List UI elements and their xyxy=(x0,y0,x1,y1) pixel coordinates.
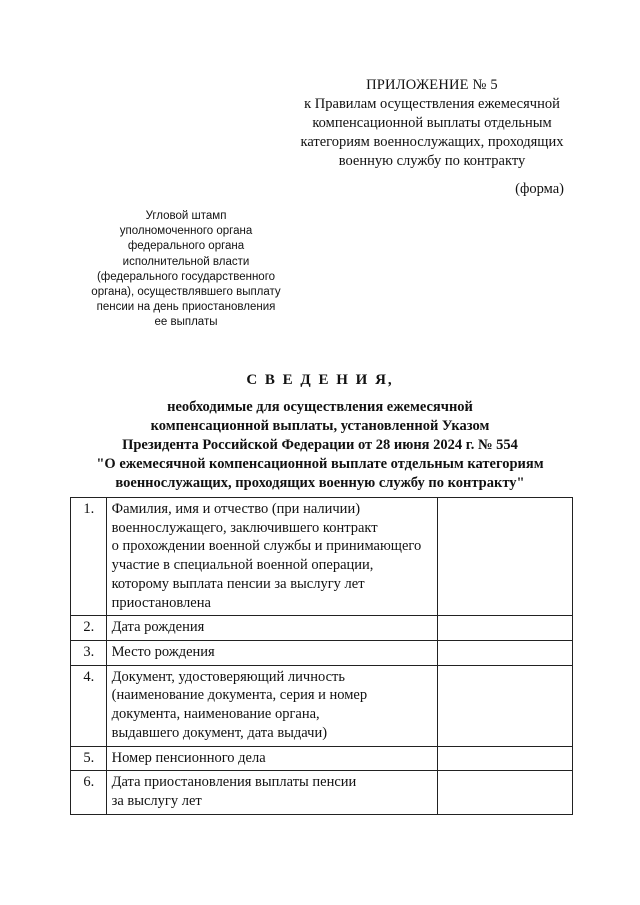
description-line: военнослужащего, заключившего контракт xyxy=(111,519,378,536)
table-row xyxy=(71,771,573,814)
stamp-line: исполнительной власти xyxy=(122,255,250,268)
value-cell-birth-place[interactable] xyxy=(438,640,573,665)
description-line: которому выплата пенсии за выслугу лет xyxy=(111,575,365,592)
subheading-line: Президента Российской Федерации от 28 июня 2024 г. № 554 xyxy=(122,437,518,453)
annex-title: ПРИЛОЖЕНИЕ № 5 xyxy=(366,77,498,93)
document-heading: С В Е Д Е Н И Я, xyxy=(246,372,394,388)
row-number: 1. xyxy=(71,498,107,616)
stamp-line: органа), осуществлявшего выплату xyxy=(91,286,281,299)
table-row xyxy=(71,665,573,746)
row-description xyxy=(106,665,438,746)
description-line: Дата приостановления выплаты пенсии xyxy=(111,774,357,791)
annex-line: военную службу по контракту xyxy=(338,153,526,169)
row-description xyxy=(106,746,438,771)
form-label: (форма) xyxy=(515,181,564,197)
annex-line: к Правилам осуществления ежемесячной xyxy=(304,96,560,112)
description-line: документа, наименование органа, xyxy=(111,706,320,723)
description-line: Фамилия, имя и отчество (при наличии) xyxy=(111,501,361,517)
row-number: 2. xyxy=(71,616,107,641)
description-line: о прохождении военной службы и принимающего xyxy=(111,538,422,555)
corner-stamp-note xyxy=(80,209,292,331)
description-line: приостановлена xyxy=(111,594,211,611)
data-form-table xyxy=(70,497,573,815)
row-description xyxy=(106,498,438,616)
description-line: Номер пенсионного дела xyxy=(111,749,266,766)
document-subheading xyxy=(70,398,570,493)
value-cell-suspension-date[interactable] xyxy=(438,771,573,814)
description-line: выдавшего документ, дата выдачи) xyxy=(111,724,328,741)
stamp-line: уполномоченного органа xyxy=(119,225,253,238)
row-number: 3. xyxy=(71,640,107,665)
row-number: 6. xyxy=(71,771,107,814)
subheading-line: необходимые для осуществления ежемесячной xyxy=(167,399,473,415)
annex-line: компенсационной выплаты отдельным xyxy=(312,115,552,131)
table-row xyxy=(71,746,573,771)
annex-line: категориям военнослужащих, проходящих xyxy=(300,134,564,150)
stamp-line: (федерального государственного xyxy=(96,270,276,283)
value-cell-full-name[interactable] xyxy=(438,498,573,616)
row-description xyxy=(106,771,438,814)
row-number: 5. xyxy=(71,746,107,771)
stamp-line: Угловой штамп xyxy=(145,210,227,222)
table-row xyxy=(71,640,573,665)
description-line: Документ, удостоверяющий личность xyxy=(111,668,345,685)
row-description xyxy=(106,616,438,641)
stamp-line: федерального органа xyxy=(127,240,245,253)
value-cell-birth-date[interactable] xyxy=(438,616,573,641)
row-number: 4. xyxy=(71,665,107,746)
annex-block xyxy=(282,76,582,171)
subheading-line: компенсационной выплаты, установленной Указом xyxy=(150,418,490,434)
row-description xyxy=(106,640,438,665)
subheading-line: военнослужащих, проходящих военную службу по контракту" xyxy=(115,475,525,491)
description-line: Место рождения xyxy=(111,643,215,660)
description-line: участие в специальной военной операции, xyxy=(111,557,374,574)
description-line: Дата рождения xyxy=(111,619,205,636)
value-cell-pension-file-number[interactable] xyxy=(438,746,573,771)
subheading-line: "О ежемесячной компенсационной выплате отдельным категориям xyxy=(96,456,544,472)
stamp-line: пенсии на день приостановления xyxy=(96,301,276,314)
table-row xyxy=(71,498,573,616)
description-line: (наименование документа, серия и номер xyxy=(111,687,368,704)
value-cell-identity-document[interactable] xyxy=(438,665,573,746)
description-line: за выслугу лет xyxy=(111,793,202,810)
table-row xyxy=(71,616,573,641)
stamp-line: ее выплаты xyxy=(154,316,218,329)
